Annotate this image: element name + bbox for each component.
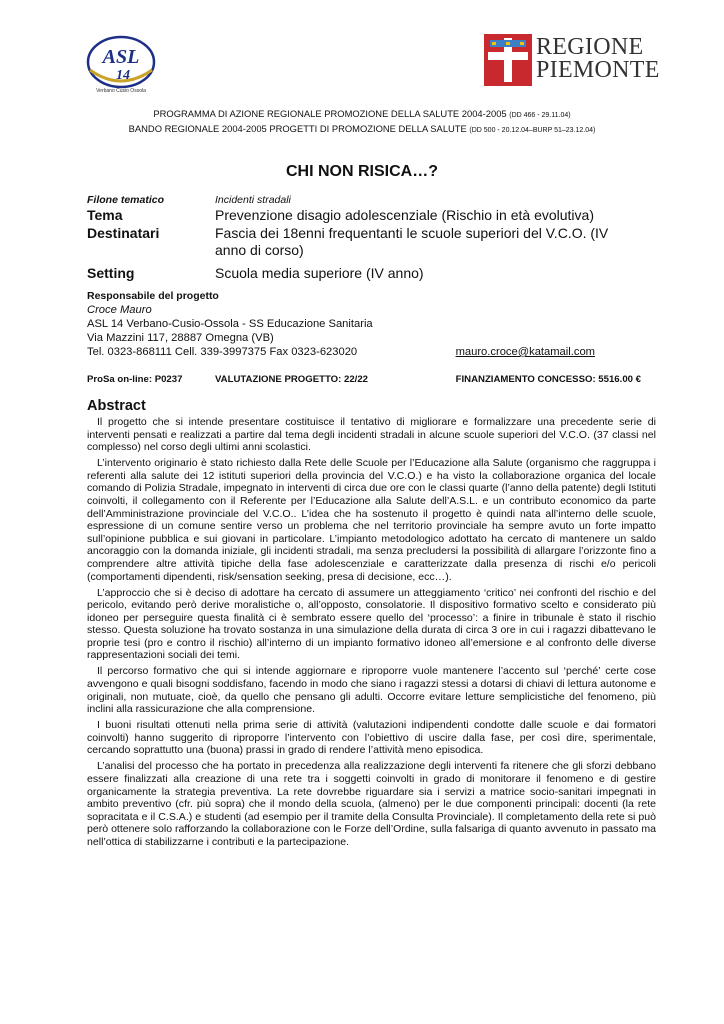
prosa-code: ProSa on-line: P0237 [87, 374, 183, 385]
meta-row-filone [87, 194, 647, 207]
manager-name: Croce Mauro [87, 304, 152, 316]
manager-heading: Responsabile del progetto [87, 290, 219, 302]
abstract-paragraph: Il progetto che si intende presentare costituisce il tentativo di migliorare e formalizzare una precedente serie di interventi pensati e realizzati a partire dal tema degli incidenti stradali in alcune scuole superiori del V.C.O. (37 classi nel complesso) nel corso degli ultimi anni scolastici. [87, 416, 656, 454]
project-evaluation: VALUTAZIONE PROGETTO: 22/22 [215, 374, 368, 385]
setting-value: Scuola media superiore (IV anno) [215, 264, 424, 281]
abstract-paragraph: Il percorso formativo che qui si intende aggiornare e riproporre vuole mantenere l’accento sul ‘perché’ certe cose avvengono e quali bisogni soddisfano, facendo in modo che siano i ragazzi stessi a dotarsi di chiavi di lettura autonome e originali, non mutuate, cioè, da quello che pensano gli adulti. Occorre evitare letture semplicistiche del fenomeno, più inclini alla rassicurazione che alla comprensione. [87, 665, 656, 716]
header-line-1 [60, 108, 664, 123]
header-line-2-ref: (DD 500 - 20.12.04–BURP 51–23.12.04) [469, 126, 596, 134]
tema-label: Tema [87, 207, 123, 223]
manager-contacts [87, 345, 647, 359]
regione-line2: PIEMONTE [536, 57, 660, 83]
program-header [60, 108, 664, 137]
header-line-2 [60, 123, 664, 138]
asl-logo-number: 14 [116, 68, 130, 83]
regione-logo-text [536, 36, 660, 82]
project-meta [87, 194, 647, 282]
funding-granted: FINANZIAMENTO CONCESSO: 5516.00 € [455, 374, 641, 385]
project-info-row [87, 374, 641, 385]
abstract-paragraph: L’intervento originario è stato richiesto dalla Rete delle Scuole per l’Educazione alla Salute (organismo che raggruppa i referenti alla salute dei 12 istituti superiori della provincia del V.C.O.) e ha visto la collaborazione organica del locale comando di Polizia Stradale, impegnato in interventi di circa due ore con le classi quarte (l’anno della patente) degli Istituti coinvolti, il collegamento con il Referente per l’Educazione alla Salute dell’A.S.L. e un contributo economico da parte dell’Amministrazione provinciale del V.C.O.. L’idea che ha sostenuto il progetto è quindi nata all’interno delle scuole, espressione di un comune sentire verso un problema che nel territorio provinciale ha sempre avuto un forte impatto sull’opinione pubblica e sui giovani in particolare. L’impianto metodologico adottato ha cercato di mantenere un saldo ancoraggio con la domanda iniziale, gli incidenti stradali, ma senza precludersi la possibilità di allargare l’orizzonte fino a comprendere altre attività tipiche della fase adolescenziale e caratterizzate dalla presenza di rischi e/o pericoli (comportamenti dipendenti, risk/sensation seeking, presa di decisione, ecc…). [87, 457, 656, 583]
abstract-paragraph: L’analisi del processo che ha portato in precedenza alla realizzazione degli interventi fa ritenere che gli sforzi debbano essere finalizzati alla creazione di una rete tra i soggetti coinvolti in grado di monitorare il fenomeno e di gestire organicamente la strategia preventiva. La rete dovrebbe riguardare sia i servizi a matrice socio-sanitari impegnati in ambito preventivo (cfr. più sopra) che il mondo della scuola, (almeno) per le due componenti principali: docenti (la rete sopracitata e il C.S.A.) e studenti (ad esempio per il tramite della Consulta Provinciale). Il completamento della rete si può però ottenere solo rafforzando la collaborazione con le Forze dell’Ordine, sulla falsariga di quanto avvenuto in passato ma nell’ottica di stabilizzarne i contributi e la partecipazione. [87, 760, 656, 848]
document-title: CHI NON RISICA…? [286, 163, 438, 180]
destinatari-label: Destinatari [87, 224, 160, 241]
filone-label: Filone tematico [87, 194, 165, 206]
abstract-heading: Abstract [87, 398, 146, 414]
manager-email-link[interactable]: mauro.croce@katamail.com [455, 346, 595, 358]
setting-label: Setting [87, 264, 135, 281]
abstract-body [87, 416, 656, 852]
manager-address: Via Mazzini 117, 28887 Omegna (VB) [87, 332, 274, 344]
header-line-1-ref: (DD 466 - 29.11.04) [509, 112, 571, 119]
destinatari-value: Fascia dei 18enni frequentanti le scuole superiori del V.C.O. (IV anno di corso) [215, 224, 609, 258]
meta-row-setting [87, 265, 647, 283]
project-manager [87, 289, 647, 359]
header-line-2-main: BANDO REGIONALE 2004-2005 PROGETTI DI PROMOZIONE DELLA SALUTE [128, 122, 467, 134]
asl-logo-subtitle: Verbano Cusio Ossola [96, 88, 146, 94]
meta-row-destinatari [87, 225, 647, 260]
manager-org: ASL 14 Verbano-Cusio-Ossola - SS Educazione Sanitaria [87, 318, 373, 330]
abstract-paragraph: I buoni risultati ottenuti nella prima serie di attività (valutazioni indipendenti condotte dalle scuole e dai formatori coinvolti) hanno suggerito di riproporre l’intervento con l’obiettivo di uscire dalla fase, per così dire, sperimentale, cercando soprattutto una (buona) prassi in grado di rendere l’attività meno episodica. [87, 719, 656, 757]
abstract-paragraph: L’approccio che si è deciso di adottare ha cercato di assumere un atteggiamento ‘critico’ nei confronti del rischio e del pericolo, evitando però derive moralistiche o, all’opposto, consolatorie. Il dispositivo formativo scelto e considerato più idoneo per perseguire questa finalità ci è sembrato essere quello del ‘processo’: a finire in tribunale è stato il rischio stesso. Questa soluzione ha trovato sostanza in una simulazione della durata di circa 3 ore in cui i ragazzi dibattevano le proprie tesi (pro e contro il rischio) all’interno di un impianto formativo idoneo all’emersione e al confronto delle diverse rappresentazioni sociali dei temi. [87, 586, 656, 662]
asl-logo-text: ASL [102, 46, 140, 68]
header-line-1-main: PROGRAMMA DI AZIONE REGIONALE PROMOZIONE DELLA SALUTE 2004-2005 [153, 108, 507, 119]
tema-value: Prevenzione disagio adolescenziale (Rischio in età evolutiva) [215, 207, 594, 223]
regione-line1: REGIONE [536, 34, 644, 60]
meta-row-tema [87, 207, 647, 225]
manager-phones: Tel. 0323-868111 Cell. 339-3997375 Fax 0323-623020 [87, 346, 358, 358]
filone-value: Incidenti stradali [215, 194, 291, 206]
